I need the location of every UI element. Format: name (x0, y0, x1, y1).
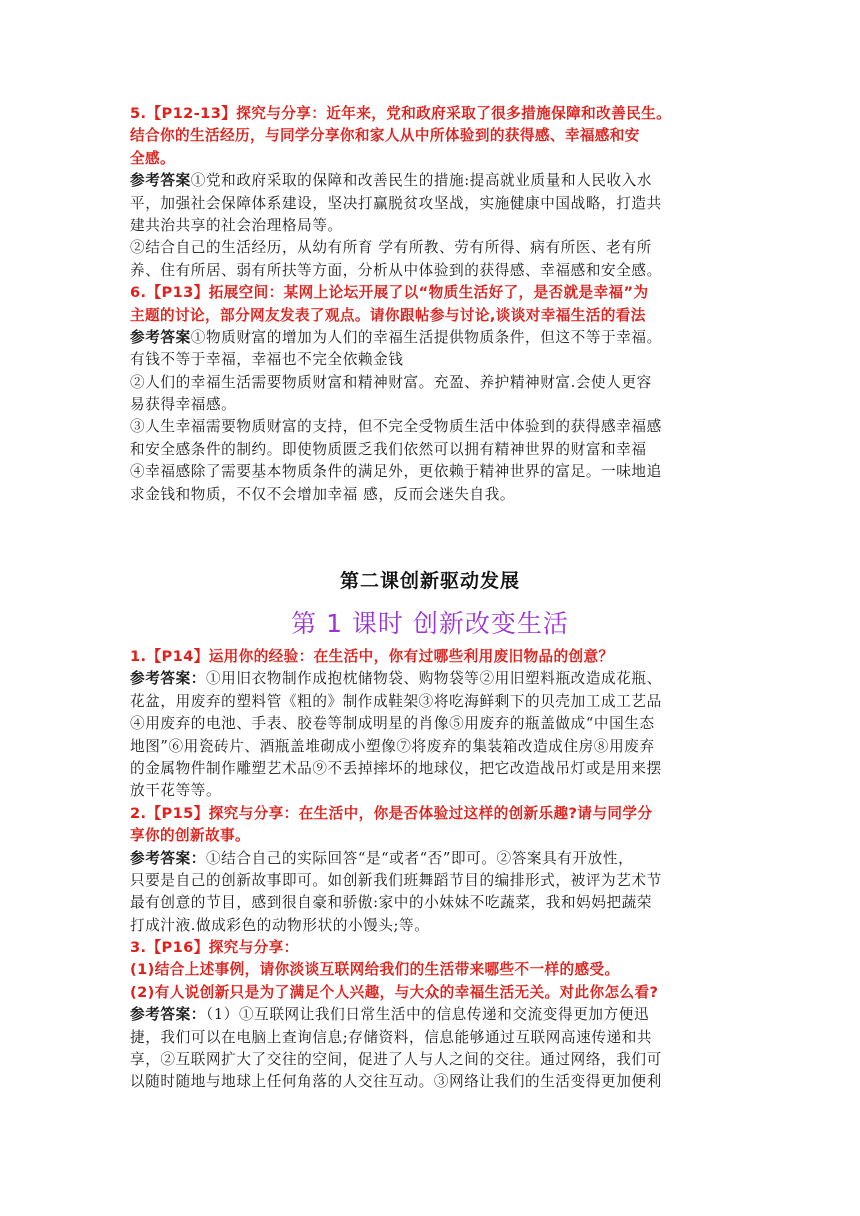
answer-3-line (130, 1004, 730, 1026)
answer-label: 参考答案 (130, 172, 191, 190)
answer-label: 参考答案 (130, 328, 191, 346)
question-2-line: 2.【P15】探究与分享：在生活中，你是否体验过这样的创新乐趣?请与同学分 (130, 804, 653, 822)
question-3-line: 3.【P16】探究与分享： (130, 939, 299, 957)
answer-6-line: ④幸福感除了需要基本物质条件的满足外，更依赖于精神世界的富足。一味地追 (130, 463, 662, 481)
period-title: 第 1 课时 创新改变生活 (291, 609, 569, 638)
answer-1-line: ④用废弃的电池、手表、胶卷等制成明星的肖像⑤用废弃的瓶盖做成“中国生态 (130, 715, 655, 733)
question-5-block (130, 103, 730, 506)
answer-label: 参考答案： (130, 1006, 206, 1024)
answer-1-line: 的金属物件制作雕塑艺术品⑨不丢掉摔坏的地球仪，把它改造战吊灯或是用来摆 (130, 759, 662, 777)
answer-text: ①物质财富的增加为人们的幸福生活提供物质条件，但这不等于幸福。 (190, 328, 662, 346)
answer-5-line: 建共治共享的社会治理格局等。 (130, 216, 343, 234)
answer-text: （1）①互联网让我们日常生活中的信息传递和交流变得更加方便迅 (205, 1006, 650, 1024)
question-5-line: 5.【P12-13】探究与分享：近年来，党和政府采取了很多措施保障和改善民生。 (130, 105, 672, 122)
answer-6-line: ③人生幸福需要物质财富的支持，但不完全受物质生活中体验到的获得感幸福感 (130, 418, 662, 436)
answer-text: ①结合自己的实际回答“是“或者“否”即可。②答案具有开放性， (205, 849, 634, 867)
question-5-line: 结合你的生活经历，与同学分享你和家人从中所体验到的获得感、幸福感和安 (130, 127, 640, 145)
question-6-line: 6.【P13】拓展空间：某网上论坛开展了以“物质生活好了，是否就是幸福”为 (130, 284, 649, 302)
answer-2-line (130, 848, 730, 870)
answer-1-line: 放干花等等。 (130, 782, 222, 800)
answer-5-line: ②结合自己的生活经历，从幼有所育 学有所教、劳有所得、病有所医、老有所 (130, 239, 652, 257)
question-1-line: 1.【P14】运用你的经验：在生活中，你有过哪些利用废旧物品的创意？ (130, 648, 614, 665)
answer-text: ①党和政府采取的保障和改善民生的措施:提高就业质量和人民收入水 (190, 172, 653, 190)
answer-6-line: ②人们的幸福生活需要物质财富和精神财富。充盈、养护精神财富.会使人更容 (130, 373, 652, 391)
answer-3-line: 以随时随地与地球上任何角落的人交往互动。③网络让我们的生活变得更加便利 (130, 1073, 662, 1091)
lesson-questions-block (130, 646, 730, 1094)
answer-1-line: 地图”⑥用瓷砖片、酒瓶盖堆砌成小塑像⑦将废弃的集装箱改造成住房⑧用废弃 (130, 737, 655, 755)
question-2-line: 享你的创新故事。 (130, 827, 250, 845)
lesson-title: 第二课创新驱动发展 (339, 570, 520, 592)
question-3-line: (2)有人说创新只是为了满足个人兴趣，与大众的幸福生活无关。对此你怎么看? (130, 983, 659, 1001)
answer-6-line: 和安全感条件的制约。即使物质匮乏我们依然可以拥有精神世界的财富和幸福 (130, 440, 647, 458)
question-6-line: 主题的讨论，部分网友发表了观点。请你跟帖参与讨论,谈谈对幸福生活的看法 (130, 306, 646, 324)
answer-text: ①用旧衣物制作成抱枕储物袋、购物袋等②用旧塑料瓶改造成花瓶、 (205, 670, 662, 688)
answer-label: 参考答案： (130, 849, 206, 867)
question-3-line: (1)结合上述事例，请你淡谈互联网给我们的生活带来哪些不一样的感受。 (130, 961, 620, 979)
answer-5-line: 养、住有所居、弱有所扶等方面，分析从中体验到的获得感、幸福感和安全感。 (130, 261, 662, 279)
answer-1-line (130, 668, 730, 690)
answer-5-line (130, 170, 730, 192)
answer-1-line: 花盆，用废弃的塑料管《粗的》制作成鞋架③将吃海鲜剩下的贝壳加工成工艺品 (130, 692, 662, 710)
answer-6-line: 易获得幸福感。 (130, 396, 237, 414)
answer-label: 参考答案： (130, 670, 206, 688)
answer-6-line (130, 327, 730, 349)
answer-2-line: 只要是自己的创新故事即可。如创新我们班舞蹈节目的编排形式，被评为艺术节 (130, 871, 662, 889)
answer-6-line: 有钱不等于幸福，幸福也不完全依赖金钱 (130, 351, 404, 369)
answer-6-line: 求金钱和物质，不仅不会增加幸福 感，反而会迷失自我。 (130, 485, 516, 503)
answer-5-line: 平，加强社会保障体系建设，坚决打赢脱贫攻坚战，实施健康中国战略，打造共 (130, 194, 662, 212)
answer-3-line: 捷，我们可以在电脑上查询信息;存储资料，信息能够通过互联网高速传递和共 (130, 1028, 653, 1046)
answer-2-line: 打成汁液.做成彩色的动物形状的小馒头;等。 (130, 916, 430, 934)
answer-3-line: 享，②互联网扩大了交往的空间，促进了人与人之间的交往。通过网络，我们可 (130, 1051, 662, 1069)
question-5-line: 全感。 (130, 149, 175, 167)
answer-2-line: 最有创意的节目，感到很自豪和骄傲:家中的小妹妹不吃蔬菜，我和妈妈把蔬荣 (130, 894, 653, 912)
